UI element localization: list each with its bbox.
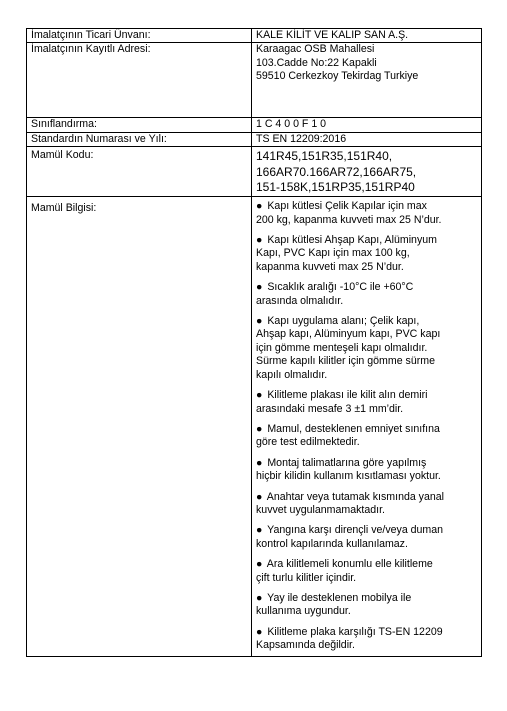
product-info-text: Yay ile desteklenen mobilya ile — [267, 591, 412, 604]
product-info-line — [256, 281, 477, 294]
bullet-icon: ● — [256, 315, 263, 328]
product-info-line — [256, 295, 477, 308]
classification-label: Sınıflandırma: — [27, 118, 252, 132]
product-info-text: Ahşap kapı, Alüminyum kapı, PVC kapı — [256, 328, 441, 341]
bullet-icon: ● — [256, 591, 263, 604]
product-info-line — [256, 247, 477, 260]
product-info-text: Kapı kütlesi Ahşap Kapı, Alüminyum — [267, 234, 437, 247]
bullet-icon: ● — [256, 389, 263, 402]
product-info-line — [256, 369, 477, 382]
product-info-line — [256, 403, 477, 416]
product-info-line — [256, 538, 477, 551]
product-info-label: Mamül Bilgisi: — [27, 197, 252, 656]
product-info-text: Kapı, PVC Kapı için max 100 kg, — [256, 247, 410, 260]
product-info-text: hiçbir kilidin kullanım kısıtlaması yoktur. — [256, 470, 441, 483]
product-info-text: Kilitleme plakası ile kilit alın demiri — [267, 389, 428, 402]
row-classification — [27, 118, 482, 132]
product-info-value — [252, 197, 482, 656]
product-code-line: 166AR70.166AR72,166AR75, — [256, 164, 417, 179]
product-info-line — [256, 423, 477, 436]
product-info-line — [256, 639, 477, 652]
product-info-text: Kilitleme plaka karşılığı TS-EN 12209 — [267, 625, 443, 638]
product-info-line — [256, 200, 477, 213]
product-info-item — [256, 626, 477, 653]
product-code-label: Mamül Kodu: — [27, 147, 252, 197]
product-info-text: arasında olmalıdır. — [256, 294, 344, 307]
manufacturer-address-value — [252, 43, 482, 118]
bullet-icon: ● — [256, 234, 263, 247]
product-info-item — [256, 423, 477, 450]
product-info-text: kullanıma uygundur. — [256, 605, 351, 618]
manufacturer-address-label: İmalatçının Kayıtlı Adresi: — [27, 43, 252, 118]
bullet-icon: ● — [256, 281, 263, 294]
manufacturer-title-label: İmalatçının Ticari Ünvanı: — [27, 29, 252, 43]
product-info-text: Kapı uygulama alanı; Çelik kapı, — [267, 315, 420, 328]
product-info-text: için gömme menteşeli kapı olmalıdır. — [256, 341, 428, 354]
product-info-line — [256, 315, 477, 328]
product-info-line — [256, 558, 477, 571]
product-info-text: Mamul, desteklenen emniyet sınıfına — [267, 422, 440, 435]
product-info-item — [256, 457, 477, 484]
product-info-line — [256, 626, 477, 639]
classification-value: 1 C 4 0 0 F 1 0 — [252, 118, 482, 132]
product-info-text: göre test edilmektedir. — [256, 436, 360, 449]
product-info-text: 200 kg, kapanma kuvveti max 25 N’dur. — [256, 213, 442, 226]
address-line: Karaagac OSB Mahallesi — [256, 43, 375, 56]
bullet-icon: ● — [256, 422, 263, 435]
manufacturer-title-value: KALE KİLİT VE KALIP SAN A.Ş. — [252, 29, 482, 43]
product-info-line — [256, 214, 477, 227]
product-info-line — [256, 234, 477, 247]
product-info-item — [256, 389, 477, 416]
product-info-line — [256, 389, 477, 402]
product-info-line — [256, 457, 477, 470]
product-info-line — [256, 572, 477, 585]
product-info-text: Anahtar veya tutamak kısmında yanal — [266, 490, 445, 503]
product-info-text: Kapsamında değildir. — [256, 639, 355, 652]
standard-label: Standardın Numarası ve Yılı: — [27, 132, 252, 146]
row-product-info — [27, 197, 482, 656]
product-info-text: çift turlu kilitler içindir. — [256, 571, 357, 584]
product-info-line — [256, 261, 477, 274]
bullet-icon: ● — [256, 558, 263, 571]
address-line: 59510 Cerkezkoy Tekirdag Turkiye — [256, 70, 419, 83]
product-info-line — [256, 592, 477, 605]
product-info-line — [256, 524, 477, 537]
product-code-line: 141R45,151R35,151R40, — [256, 149, 393, 164]
standard-value: TS EN 12209:2016 — [252, 132, 482, 146]
row-manufacturer-title — [27, 29, 482, 43]
product-info-text: Yangına karşı dirençli ve/veya duman — [267, 524, 444, 537]
row-manufacturer-address — [27, 43, 482, 118]
product-info-line — [256, 342, 477, 355]
product-info-line — [256, 355, 477, 368]
row-product-code — [27, 147, 482, 197]
product-info-text: kontrol kapılarında kullanılamaz. — [256, 537, 408, 550]
product-info-text: kuvvet uygulanmamaktadır. — [256, 503, 385, 516]
product-info-line — [256, 328, 477, 341]
product-info-item — [256, 524, 477, 551]
product-info-text: Sürme kapılı kilitler için gömme sürme — [256, 355, 435, 368]
product-info-text: arasındaki mesafe 3 ±1 mm’dir. — [256, 402, 404, 415]
product-code-value — [252, 147, 482, 197]
product-info-item — [256, 281, 477, 308]
bullet-icon: ● — [256, 490, 263, 503]
product-info-line — [256, 605, 477, 618]
product-code-line: 151-158K,151RP35,151RP40 — [256, 180, 415, 195]
product-info-text: Ara kilitlemeli konumlu elle kilitleme — [266, 558, 433, 571]
product-info-item — [256, 558, 477, 585]
product-info-text: kapanma kuvveti max 25 N’dur. — [256, 260, 404, 273]
address-line: 103.Cadde No:22 Kapakli — [256, 56, 377, 69]
product-info-line — [256, 436, 477, 449]
product-declaration-table — [26, 28, 482, 657]
product-info-item — [256, 234, 477, 274]
product-info-text: Kapı kütlesi Çelik Kapılar için max — [267, 200, 427, 213]
row-standard — [27, 132, 482, 146]
product-info-line — [256, 470, 477, 483]
bullet-icon: ● — [256, 524, 263, 537]
product-info-text: Montaj talimatlarına göre yapılmış — [267, 456, 427, 469]
product-info-line — [256, 491, 477, 504]
product-info-item — [256, 491, 477, 518]
product-info-item — [256, 592, 477, 619]
bullet-icon: ● — [256, 456, 263, 469]
bullet-icon: ● — [256, 625, 263, 638]
product-info-text: kapılı olmalıdır. — [256, 368, 328, 381]
product-info-item — [256, 315, 477, 382]
product-info-text: Sıcaklık aralığı -10°C ile +60°C — [267, 281, 414, 294]
product-info-item — [256, 200, 477, 227]
product-info-line — [256, 504, 477, 517]
bullet-icon: ● — [256, 200, 263, 213]
